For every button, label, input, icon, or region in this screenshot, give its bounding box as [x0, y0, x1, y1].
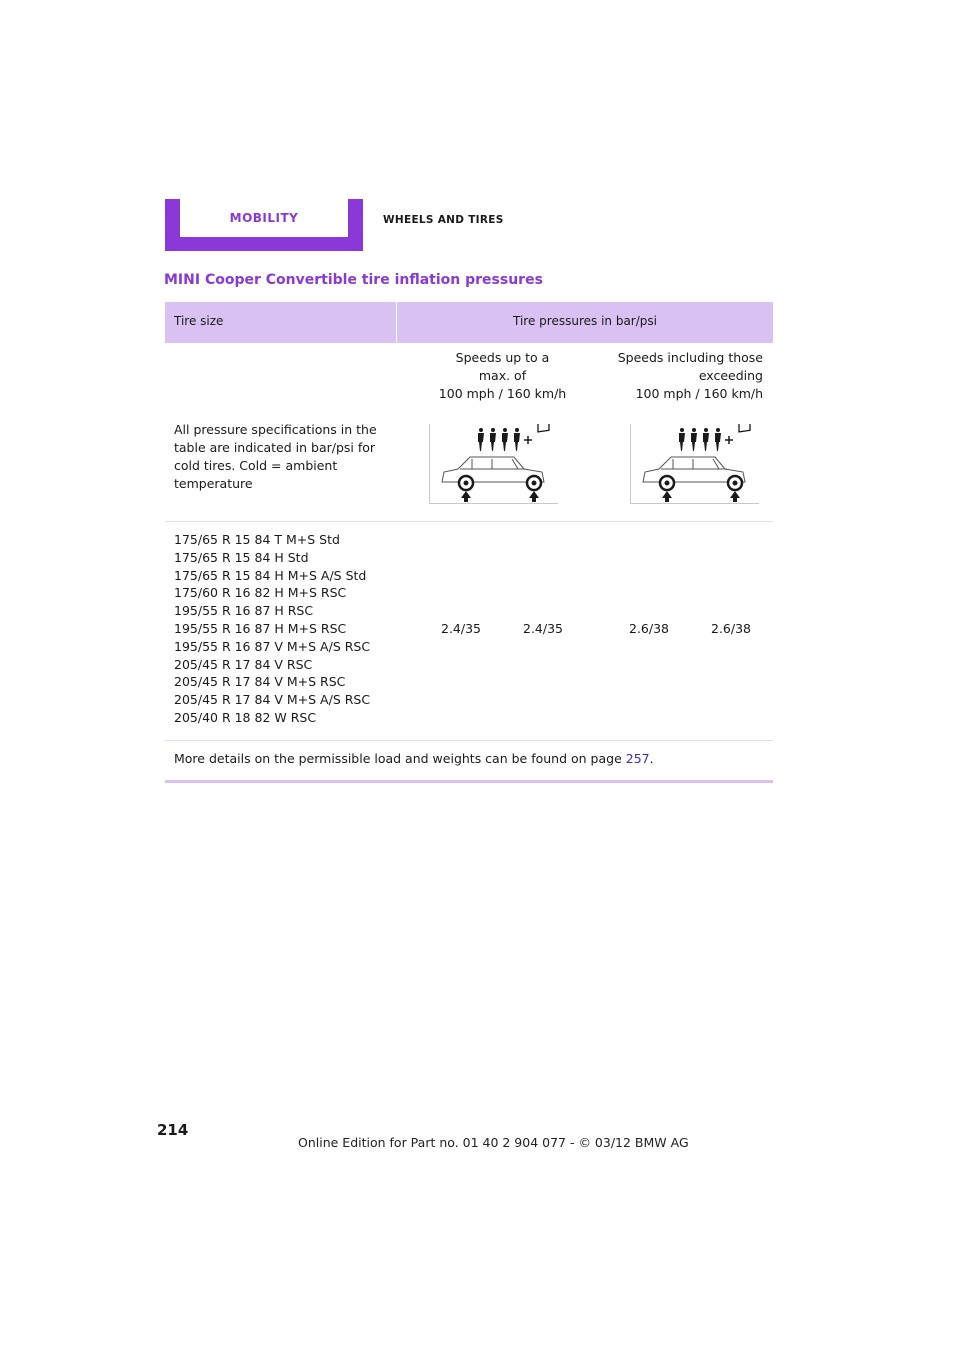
page-link[interactable]: 257	[625, 751, 650, 766]
list-item: 205/45 R 17 84 V M+S A/S RSC	[174, 692, 371, 708]
load-diagram-low-speed	[429, 424, 558, 504]
row-divider	[165, 740, 773, 741]
list-item: 205/45 R 17 84 V M+S RSC	[174, 674, 346, 690]
table-header	[165, 302, 773, 343]
speed-low-label: Speeds up to a max. of 100 mph / 160 km/h	[438, 350, 567, 401]
pressure-rear-low: 2.4/35	[523, 621, 563, 636]
page-title: MINI Cooper Convertible tire inflation pressures	[164, 272, 543, 288]
chapter-tab	[165, 199, 363, 251]
list-item: 195/55 R 16 87 H RSC	[174, 603, 314, 619]
load-weights-note: More details on the permissible load and weights can be found on page 257.	[174, 751, 654, 766]
header-tire-size: Tire size	[174, 314, 224, 328]
pressure-front-low: 2.4/35	[441, 621, 481, 636]
chapter-tab-label: MOBILITY	[180, 199, 348, 237]
list-item: 195/55 R 16 87 V M+S A/S RSC	[174, 638, 371, 654]
pressure-note: All pressure specifications in the table are indicated in bar/psi for cold tires. Cold = ambient temperature	[174, 422, 377, 491]
persons-luggage-icon	[679, 424, 750, 451]
tire-size-list	[174, 531, 370, 727]
section-heading: WHEELS AND TIRES	[383, 214, 504, 226]
list-item: 205/40 R 18 82 W RSC	[174, 709, 317, 725]
page-number: 214	[157, 1121, 189, 1139]
load-diagram-high-speed	[630, 424, 759, 504]
list-item: 175/65 R 15 84 T M+S Std	[174, 532, 340, 547]
speed-high-label: Speeds including those exceeding 100 mph / 160 km/h	[617, 350, 763, 401]
wheel-arrow-icon	[660, 476, 742, 502]
list-item: 195/55 R 16 87 H M+S RSC	[174, 620, 347, 636]
car-load-icon	[430, 424, 558, 503]
pressure-rear-high: 2.6/38	[711, 621, 751, 636]
pressure-front-high: 2.6/38	[629, 621, 669, 636]
list-item: 175/65 R 15 84 H M+S A/S Std	[174, 567, 367, 583]
list-item: 175/60 R 16 82 H M+S RSC	[174, 585, 347, 601]
car-load-icon	[631, 424, 759, 503]
persons-luggage-icon	[478, 424, 549, 451]
row-divider	[165, 521, 773, 522]
header-tire-pressures: Tire pressures in bar/psi	[513, 314, 657, 328]
edition-footer: Online Edition for Part no. 01 40 2 904 077 - © 03/12 BMW AG	[298, 1135, 689, 1150]
wheel-arrow-icon	[459, 476, 541, 502]
list-item: 175/65 R 15 84 H Std	[174, 549, 309, 565]
list-item: 205/45 R 17 84 V RSC	[174, 656, 313, 672]
table-bottom-bar	[165, 780, 773, 783]
